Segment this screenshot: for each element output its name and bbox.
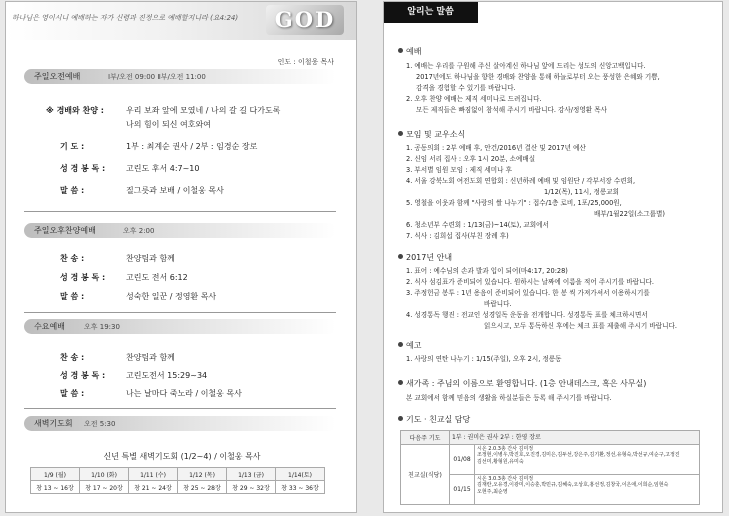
notice-line: 2017년에도 하나님을 향한 경배와 찬양을 통해 하늘로부터 오는 풍성한 은혜와 기쁨, <box>416 73 660 81</box>
scripture-value: 고린도전서 15:29~34 <box>126 371 208 380</box>
scripture-value: 고린도 전서 6:12 <box>126 273 188 282</box>
divider <box>24 211 336 212</box>
label-sermon: 말 씀 : <box>60 186 85 195</box>
verse-text: 하나님은 영이시니 예배하는 자가 신령과 진정으로 예배할지니라 (요4:24) <box>12 14 239 22</box>
notice-line: 5. 영철을 이웃과 함께 "사랑의 쌀 나누기" : 접수/1층 로비, 1포/25,000원, <box>406 199 622 207</box>
label-praise: ※ 경배와 찬양 : <box>46 106 104 115</box>
section-title: 새벽기도회 <box>34 419 73 428</box>
bullet-icon <box>398 48 403 53</box>
duty-cell <box>475 475 700 505</box>
section-time: 오후 19:30 <box>84 323 120 331</box>
notice-line: 1/12(목), 11시, 정릉교회 <box>544 188 619 196</box>
sermon-value: 질그릇과 보배 / 이철웅 목사 <box>126 186 224 195</box>
notice-line: 2. 오후 찬양 예배는 제직 세미나로 드려집니다. <box>406 95 542 103</box>
notice-line: 본 교회에서 함께 믿음의 생활을 하실분들은 등록 해 주시기를 바랍니다. <box>406 394 612 402</box>
section-title: 주일오전예배 <box>34 72 81 81</box>
notice-header: 알리는 말씀 <box>383 1 478 23</box>
notice-line: 감격을 경험할 수 있기를 바랍니다. <box>416 84 516 92</box>
label-sermon: 말 씀 : <box>60 292 85 301</box>
section-morning-worship <box>24 69 336 84</box>
bullet-icon <box>398 254 403 259</box>
heading-text: 예고 <box>406 341 422 350</box>
label-scripture: 성 경 봉 독 : <box>60 371 106 380</box>
day-cell: 1/11 (수) <box>129 468 178 481</box>
duty-line: 김재란,오유경,이광미,이승훈,박민규,김혜숙,오상호,홍선정,김창국,이은애,이희순,임현숙 <box>477 482 669 489</box>
reading-cell: 창 13 ~ 16장 <box>31 481 80 494</box>
label-sermon: 말 씀 : <box>60 389 85 398</box>
section-title: 주일오후찬양예배 <box>34 226 96 235</box>
date-cell: 01/08 <box>450 445 475 475</box>
section-time: Ⅰ부/오전 09:00 Ⅱ부/오전 11:00 <box>108 73 206 81</box>
notice-line: 1. 사랑의 연탄 나누기 : 1/15(주일), 오후 2시, 정릉동 <box>406 355 562 363</box>
label-hymn: 찬 송 : <box>60 353 85 362</box>
label-prayer: 기 도 : <box>60 142 85 151</box>
notice-line: 7. 식사 : 김희섭 집사(부친 장례 후) <box>406 232 509 240</box>
label-scripture: 성 경 봉 독 : <box>60 164 106 173</box>
prayer-duty-table <box>400 430 700 505</box>
hymn-value: 찬양팀과 함께 <box>126 254 175 263</box>
notice-line: 3. 부서별 임원 모임 : 제직 세미나 후 <box>406 166 512 174</box>
divider <box>24 408 336 409</box>
day-cell: 1/13 (금) <box>227 468 276 481</box>
notice-line: 6. 청소년부 수련회 : 1/13(금)~14(토), 교회에서 <box>406 221 549 229</box>
label-hymn: 찬 송 : <box>60 254 85 263</box>
duty-cell <box>475 445 700 475</box>
heading-guide <box>398 252 452 263</box>
heading-news <box>398 129 465 140</box>
duty-line: 조정현,이병우,박진호,오진경,김미은,김두선,강은주,김기환,정선,유형숙,박선규,여순구,고정진 <box>477 452 680 459</box>
notice-line: 4. 성경통독 행진 : 전교인 성경일독 운동을 전개합니다. 성경통독 표를 체크하시면서 <box>406 311 648 319</box>
day-cell: 1/9 (월) <box>31 468 80 481</box>
reading-cell: 창 17 ~ 20장 <box>80 481 129 494</box>
notice-line: 2. 식사 섬김표가 준비되어 있습니다. 원하시는 날짜에 이름을 적어 주시기를 바랍니다. <box>406 278 655 286</box>
reading-cell: 창 21 ~ 24장 <box>129 481 178 494</box>
notice-line: 1. 표어 : 예수님의 손과 발과 입이 되어(마4:17, 20:28) <box>406 267 568 275</box>
section-time: 오후 2:00 <box>123 227 155 235</box>
reading-cell: 창 33 ~ 36장 <box>276 481 325 494</box>
heading-text: 예배 <box>406 47 422 56</box>
bullet-icon <box>398 131 403 136</box>
label-scripture: 성 경 봉 독 : <box>60 273 106 282</box>
section-wednesday-worship <box>24 319 336 334</box>
notice-line: 모든 제직들은 빠짐없이 참석해 주시기 바랍니다. 강사/정영환 목사 <box>416 106 607 114</box>
heading-text: 새가족 : 주님의 이름으로 환영합니다. (1층 안내데스크, 혹은 사무실) <box>406 379 647 388</box>
god-logo: GOD <box>266 5 344 35</box>
heading-prayer <box>398 414 470 425</box>
heading-preview <box>398 340 421 351</box>
sermon-value: 나는 날마다 죽노라 / 이철웅 목사 <box>126 389 242 398</box>
day-cell: 1/14(토) <box>276 468 325 481</box>
preacher-label: 인도 : 이철웅 목사 <box>277 58 334 66</box>
duty-line: 시온 2.0.3총 간사 김미정 <box>477 446 534 452</box>
section-dawn-prayer <box>24 416 336 431</box>
heading-text: 2017년 안내 <box>406 253 453 262</box>
divider <box>24 312 336 313</box>
notice-line: 배부/1월22일(소그룹별) <box>594 210 665 218</box>
praise-songs-2: 나의 힘이 되신 여호와여 <box>126 120 211 129</box>
scripture-value: 고린도 후서 4:7~10 <box>126 164 200 173</box>
heading-newcomer <box>398 378 646 389</box>
reading-cell: 창 29 ~ 32장 <box>227 481 276 494</box>
prayer-value: 1부 : 최계순 권사 / 2부 : 임경순 장로 <box>126 142 258 151</box>
duty-line: 오현주,최순영 <box>477 488 508 495</box>
day-cell: 1/12 (목) <box>178 468 227 481</box>
heading-text: 기도 · 친교실 담당 <box>406 415 471 424</box>
notice-line: 1. 공동의회 : 2부 예배 후, 안건/2016년 결산 및 2017년 예산 <box>406 144 586 152</box>
notice-line: 3. 주정헌금 봉투 : 1년 용음이 준비되어 있습니다. 한 봉 씩 가져가셔서 이용하시기를 <box>406 289 650 297</box>
notice-line: 읽으시고, 모두 통독하신 후에는 체크 표를 제출해 주시기 바랍니다. <box>484 322 677 330</box>
section-title: 수요예배 <box>34 322 65 331</box>
bible-reading-table <box>30 467 325 494</box>
duty-line: 시온 3.0.3총 간사 김미정 <box>477 476 534 482</box>
header-value: 1부 : 권미은 권사 2부 : 한영 장로 <box>450 431 700 445</box>
bullet-icon <box>398 342 403 347</box>
header-label: 다음주 기도 <box>401 431 450 445</box>
bulletin-right-page <box>383 1 723 513</box>
bullet-icon <box>398 416 403 421</box>
duty-line: 김선미,황형원,유미숙 <box>477 458 524 465</box>
verse-banner <box>6 2 356 40</box>
heading-text: 모임 및 교우소식 <box>406 130 466 139</box>
notice-line: 바랍니다. <box>484 300 512 308</box>
praise-songs: 우리 보좌 앞에 모였네 / 나의 갈 길 다가도록 <box>126 106 281 115</box>
notice-line: 1. 예배는 우리를 구원해 주신 살아계신 하나님 앞에 드리는 성도의 신앙고백입니다. <box>406 62 646 70</box>
notice-line: 2. 신임 서리 집사 : 오후 1시 20분, 소예배실 <box>406 155 536 163</box>
day-cell: 1/10 (화) <box>80 468 129 481</box>
sermon-value: 성숙한 일꾼 / 정영환 목사 <box>126 292 217 301</box>
heading-worship <box>398 46 421 57</box>
section-afternoon-worship <box>24 223 336 238</box>
section-time: 오전 5:30 <box>84 420 116 428</box>
reading-cell: 창 25 ~ 28장 <box>178 481 227 494</box>
date-cell: 01/15 <box>450 475 475 505</box>
special-dawn-prayer: 신년 특별 새벽기도회 (1/2~4) / 이철웅 목사 <box>103 452 261 461</box>
bulletin-left-page <box>5 1 357 513</box>
room-label: 친교실(식당) <box>401 445 450 505</box>
hymn-value: 찬양팀과 함께 <box>126 353 175 362</box>
bullet-icon <box>398 380 403 385</box>
notice-line: 4. 서울 강북노회 여전도회 연합회 : 신년하례 예배 및 임원단 / 각부서장 수련회, <box>406 177 636 185</box>
